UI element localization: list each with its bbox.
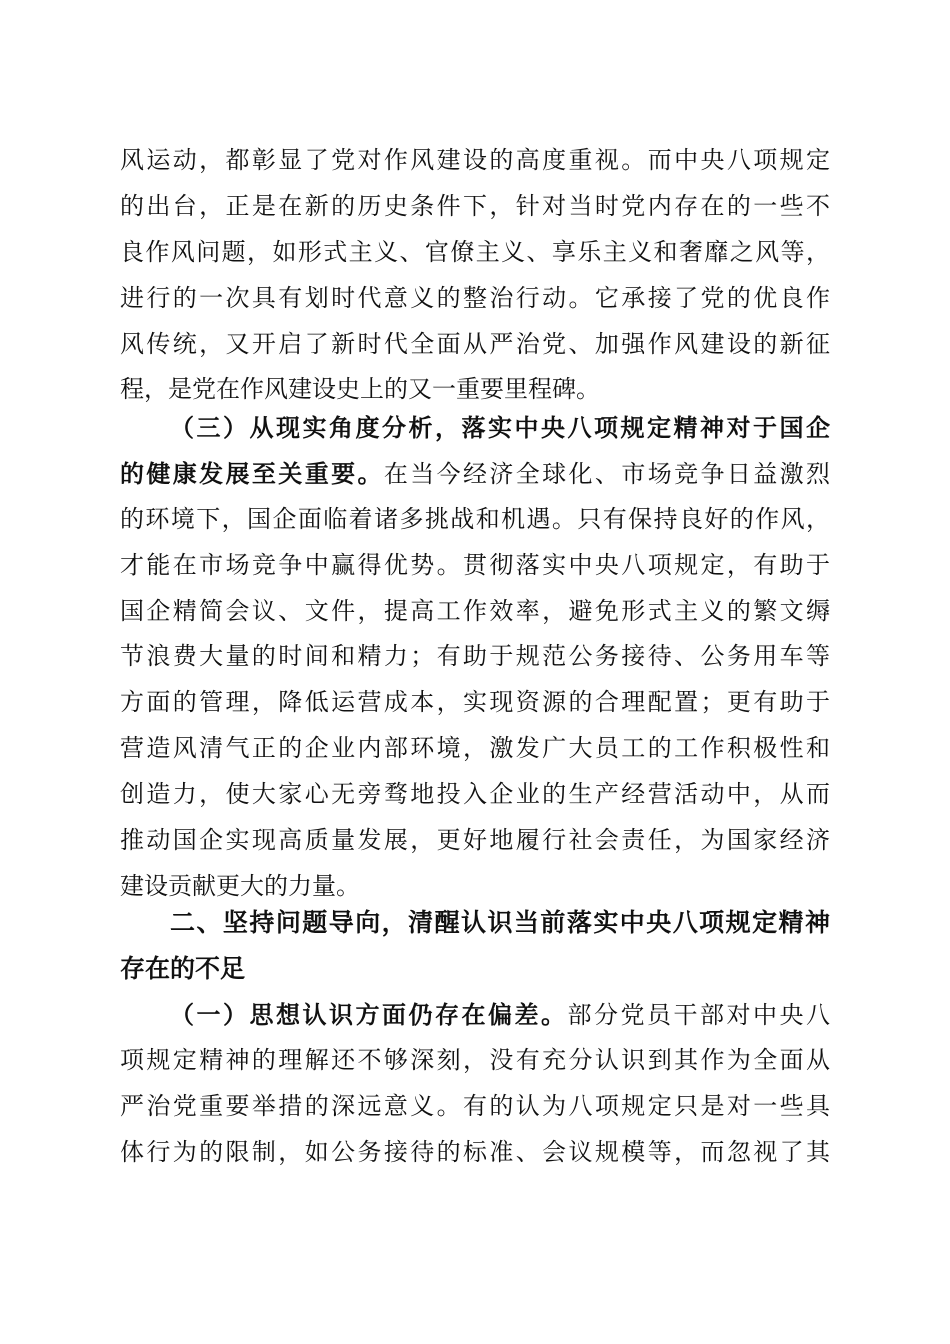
text-line: 国企精简会议、文件，提高工作效率，避免形式主义的繁文缛 [120, 596, 830, 625]
text-line: 营造风清气正的企业内部环境，激发广大员工的工作积极性和 [120, 734, 830, 763]
text-line: 良作风问题，如形式主义、官僚主义、享乐主义和奢靡之风等， [120, 237, 830, 266]
text-line: 的环境下，国企面临着诸多挑战和机遇。只有保持良好的作风， [120, 504, 830, 533]
text-line: 程，是党在作风建设史上的又一重要里程碑。 [120, 375, 600, 404]
text-line: 方面的管理，降低运营成本，实现资源的合理配置；更有助于 [120, 688, 830, 717]
paragraph-lead: （一）思想认识方面仍存在偏差。 [170, 1000, 568, 1029]
text-line: 项规定精神的理解还不够深刻，没有充分认识到其作为全面从 [120, 1045, 830, 1074]
text-line: 风运动，都彰显了党对作风建设的高度重视。而中央八项规定 [120, 146, 830, 174]
text-line: 节浪费大量的时间和精力；有助于规范公务接待、公务用车等 [120, 642, 830, 671]
section-heading-line: 存在的不足 [120, 953, 246, 983]
section-heading [120, 900, 830, 992]
paragraph-intro [120, 138, 830, 413]
text-line: 进行的一次具有划时代意义的整治行动。它承接了党的优良作 [120, 283, 830, 312]
text-line: 体行为的限制，如公务接待的标准、会议规模等，而忽视了其 [120, 1137, 830, 1166]
section-heading-line: 二、坚持问题导向，清醒认识当前落实中央八项规定精神 [170, 908, 830, 937]
paragraph-lead-line: （三）从现实角度分析，落实中央八项规定精神对于国企 [170, 413, 830, 442]
text-line: 风传统，又开启了新时代全面从严治党、加强作风建设的新征 [120, 329, 830, 358]
text-line: 创造力，使大家心无旁骛地投入企业的生产经营活动中，从而 [120, 780, 830, 809]
paragraph-three [120, 405, 830, 910]
text-line: 的出台，正是在新的历史条件下，针对当时党内存在的一些不 [120, 191, 830, 220]
text-line: 建设贡献更大的力量。 [120, 871, 360, 900]
text-span: 部分党员干部对中央八 [567, 1001, 830, 1029]
text-line: 推动国企实现高质量发展，更好地履行社会责任，为国家经济 [120, 826, 830, 855]
text-line: 才能在市场竞争中赢得优势。贯彻落实中央八项规定，有助于 [120, 550, 830, 579]
text-span: 在当今经济全球化、市场竞争日益激烈 [383, 459, 831, 488]
paragraph-lead-end: 的健康发展至关重要。 [120, 458, 384, 488]
text-line [120, 451, 830, 497]
paragraph-one [120, 992, 830, 1176]
text-line [120, 992, 830, 1038]
text-line: 严治党重要举措的深远意义。有的认为八项规定只是对一些具 [120, 1091, 830, 1120]
